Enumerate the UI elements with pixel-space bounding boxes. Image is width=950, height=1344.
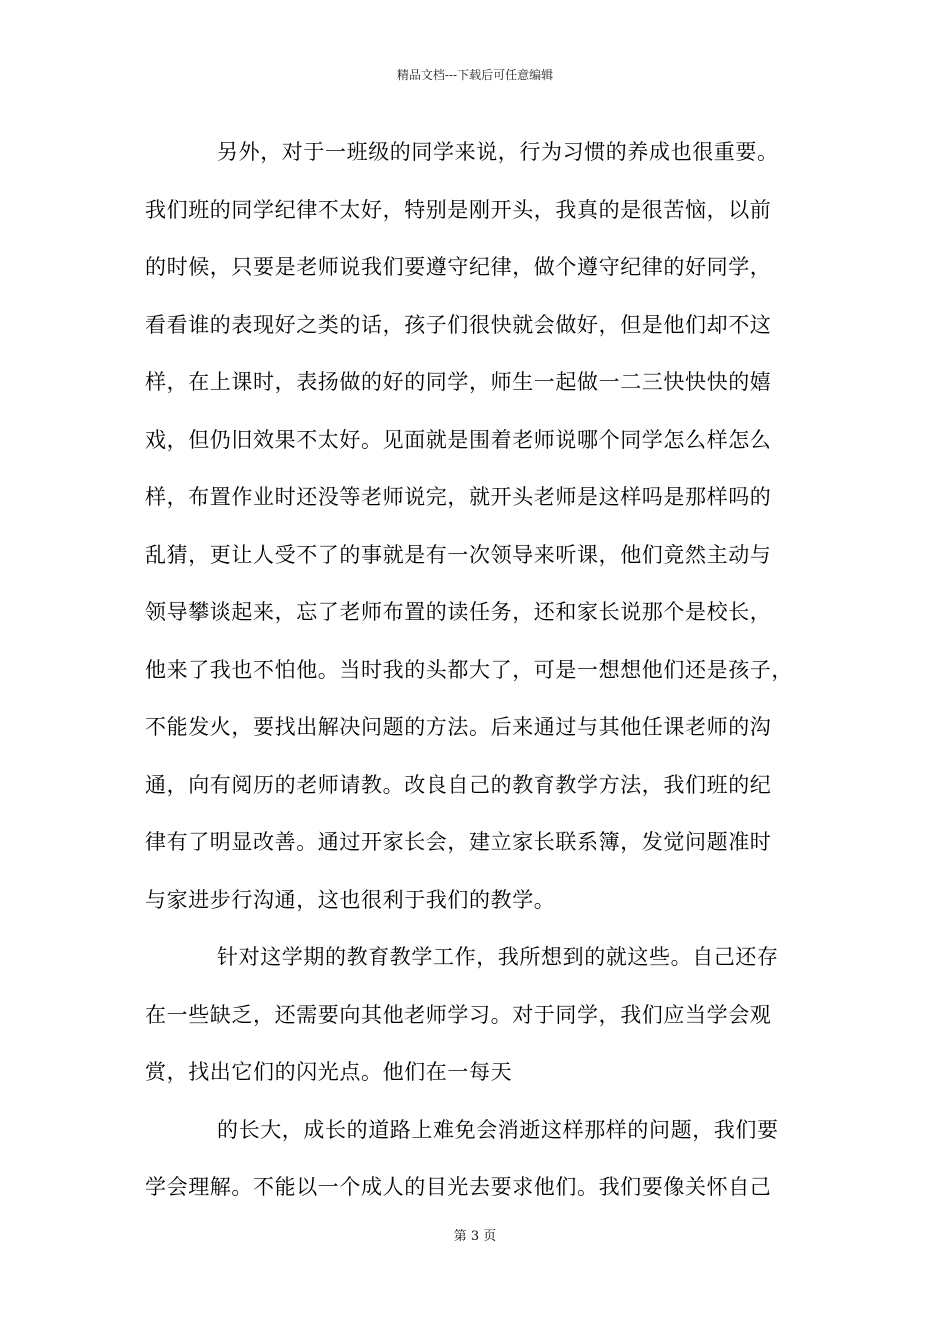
paragraph-line: 领导攀谈起来，忘了老师布置的读任务，还和家长说那个是校长， bbox=[145, 600, 772, 624]
paragraph-line: 样，在上课时，表扬做的好的同学，师生一起做一二三快快快的嬉 bbox=[145, 370, 772, 394]
paragraph-line: 的时候，只要是老师说我们要遵守纪律，做个遵守纪律的好同学， bbox=[145, 255, 772, 279]
paragraph-line: 的长大，成长的道路上难免会消逝这样那样的问题，我们要 bbox=[217, 1117, 779, 1142]
paragraph-line: 在一些缺乏，还需要向其他老师学习。对于同学，我们应当学会观 bbox=[145, 1002, 772, 1027]
paragraph-line: 乱猜，更让人受不了的事就是有一次领导来听课，他们竟然主动与 bbox=[145, 542, 772, 567]
paragraph-line: 不能发火，要找出解决问题的方法。后来通过与其他任课老师的沟 bbox=[145, 715, 772, 739]
paragraph-line: 针对这学期的教育教学工作，我所想到的就这些。自己还存 bbox=[217, 945, 779, 969]
paragraph-line: 看看谁的表现好之类的话，孩子们很快就会做好，但是他们却不这 bbox=[145, 312, 772, 337]
paragraph-line: 戏，但仍旧效果不太好。见面就是围着老师说哪个同学怎么样怎么 bbox=[145, 427, 772, 452]
paragraph-line: 他来了我也不怕他。当时我的头都大了，可是一想想他们还是孩子， bbox=[145, 657, 793, 682]
paragraph-line: 学会理解。不能以一个成人的目光去要求他们。我们要像关怀自己 bbox=[145, 1175, 772, 1199]
page-number: 第 3 页 bbox=[453, 1229, 497, 1244]
paragraph-line: 律有了明显改善。通过开家长会，建立家长联系簿，发觉问题准时 bbox=[145, 830, 772, 854]
paragraph-line: 样，布置作业时还没等老师说完，就开头老师是这样吗是那样吗的 bbox=[145, 485, 772, 509]
paragraph-line: 另外，对于一班级的同学来说，行为习惯的养成也很重要。 bbox=[217, 140, 779, 164]
page-header: 精品文档---下载后可任意编辑 bbox=[396, 68, 554, 82]
paragraph-line: 与家进步行沟通，这也很利于我们的教学。 bbox=[145, 887, 556, 912]
body-text bbox=[145, 124, 807, 1217]
paragraph-line: 通，向有阅历的老师请教。改良自己的教育教学方法，我们班的纪 bbox=[145, 772, 772, 797]
paragraph-line: 赏，找出它们的闪光点。他们在一每天 bbox=[145, 1060, 513, 1084]
paragraph-line: 我们班的同学纪律不太好，特别是刚开头，我真的是很苦恼，以前 bbox=[145, 197, 772, 222]
